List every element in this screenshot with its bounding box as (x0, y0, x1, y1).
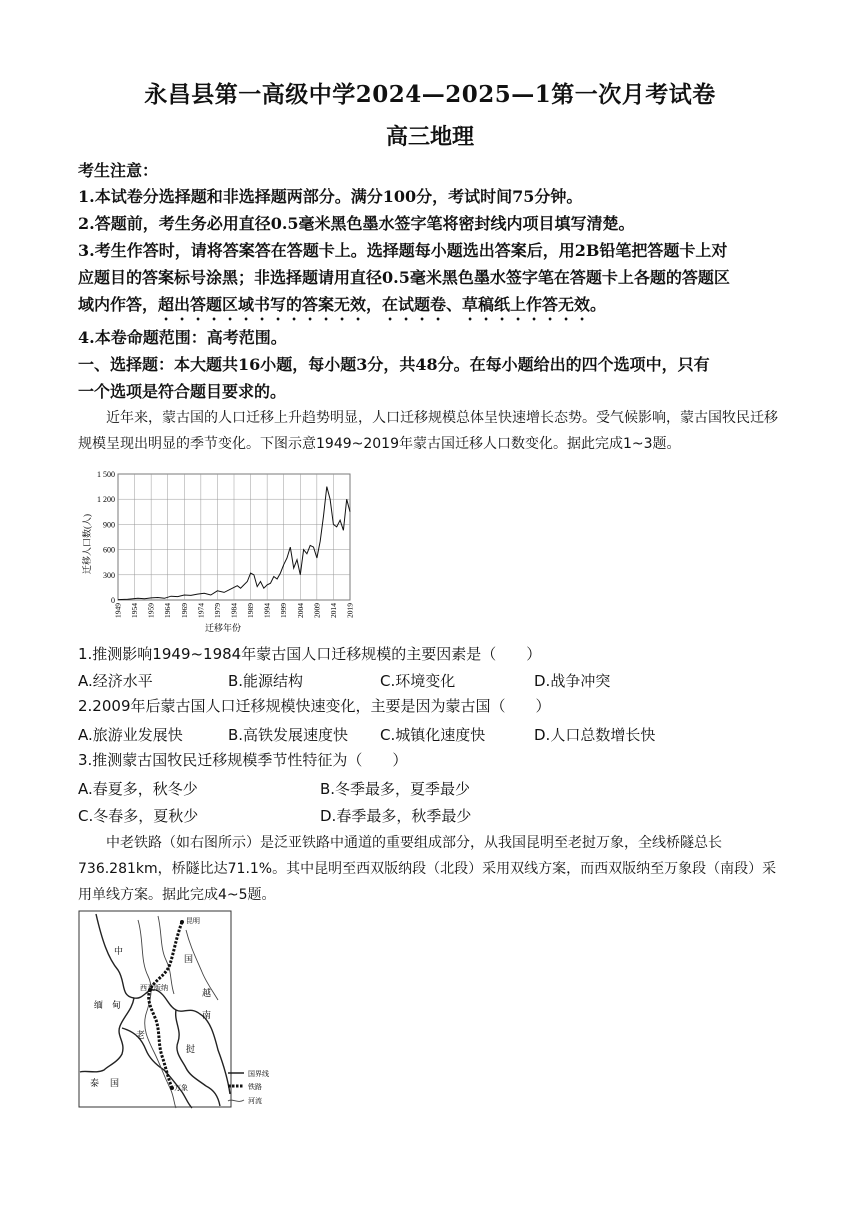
q3-option-c: C.冬春多，夏秋少 (78, 807, 199, 825)
notice-heading: 考生注意： (78, 161, 159, 180)
q2-option-c: C.城镇化速度快 (380, 726, 486, 744)
chart-y-label: 迁移人口数(人) (82, 514, 92, 574)
chart-x-tick-label: 2014 (328, 603, 338, 618)
legend-railway-label: 铁路 (248, 1083, 262, 1091)
chart-y-tick-label: 300 (103, 570, 115, 580)
section-1-line-2: 一个选项是符合题目要求的。 (78, 382, 287, 401)
passage-1: 近年来，蒙古国的人口迁移上升趋势明显，人口迁移规模总体呈快速增长态势。受气候影响，蒙古国牧民迁移规模呈现出明显的季节变化。下图示意1949~2019年蒙古国迁移人口数变化。据此完成1~3题。 (78, 410, 778, 452)
label-tai-guo: 国 (110, 1078, 120, 1088)
chart-x-tick-label: 1999 (279, 603, 289, 618)
label-lao: 老 (136, 1030, 146, 1040)
chart-y-tick-label: 900 (103, 520, 115, 530)
notice-emphasis: 超出答题区域书写的答案无效，在试题卷、草稿纸上作答无效。 (158, 295, 607, 314)
chart-y-ticks (97, 470, 115, 605)
chart-x-tick-label: 1959 (146, 603, 156, 618)
notice-item-1: 1.本试卷分选择题和非选择题两部分。满分100分，考试时间75分钟。 (78, 187, 583, 206)
chart-x-tick-label: 1994 (262, 603, 272, 618)
label-nan: 南 (202, 1010, 212, 1020)
migration-chart (78, 462, 363, 637)
q3-option-a: A.春夏多，秋冬少 (78, 780, 198, 798)
kunming-marker (180, 920, 184, 924)
q1-option-a: A.经济水平 (78, 672, 153, 690)
notice-item-4: 4.本卷命题范围：高考范围。 (78, 328, 287, 347)
q1-option-b: B.能源结构 (228, 672, 304, 690)
chart-x-ticks (114, 603, 355, 618)
chart-x-tick-label: 1989 (246, 603, 256, 618)
q2-option-b: B.高铁发展速度快 (228, 726, 349, 744)
notice-item-3-line-3a: 域内作答， (78, 295, 159, 314)
label-xishuangbanna: 西双版纳 (140, 984, 168, 992)
notice-item-3-line-3 (78, 292, 788, 324)
chart-x-tick-label: 2004 (295, 603, 305, 618)
chart-y-tick-label: 0 (111, 596, 115, 605)
chart-x-tick-label: 2009 (312, 603, 322, 618)
q3-option-d: D.春季最多，秋季最少 (320, 807, 472, 825)
chart-grid (118, 474, 350, 600)
legend-river-label: 河流 (248, 1097, 262, 1105)
chart-x-tick-label: 1954 (130, 603, 140, 618)
q1-stem: 1.推测影响1949~1984年蒙古国人口迁移规模的主要因素是（ ） (78, 645, 542, 663)
q3-option-b: B.冬季最多，夏季最少 (320, 780, 471, 798)
chart-y-tick-label: 1 200 (97, 495, 115, 505)
chart-x-tick-label: 1984 (229, 603, 239, 618)
label-wo: 挝 (186, 1044, 196, 1054)
label-vientiane: 万象 (174, 1084, 188, 1092)
notice-item-3-line-2: 应题目的答案标号涂黑；非选择题请用直径0.5毫米黑色墨水签字笔在答题卡上各题的答题区 (78, 268, 730, 287)
label-dian: 甸 (112, 1000, 122, 1010)
q1-option-d: D.战争冲突 (534, 672, 611, 690)
chart-y-tick-label: 600 (103, 545, 115, 555)
chart-x-tick-label: 2019 (345, 603, 355, 618)
chart-x-tick-label: 1964 (163, 603, 173, 618)
chart-x-tick-label: 1979 (212, 603, 222, 618)
passage-2: 中老铁路（如右图所示）是泛亚铁路中通道的重要组成部分，从我国昆明至老挝万象，全线桥隧总长736.281km，桥隧比达71.1%。其中昆明至西双版纳段（北段）采用双线方案，而西双版纳至万象段（南段）采用单线方案。据此完成4~5题。 (78, 835, 777, 903)
label-mian: 缅 (94, 1000, 104, 1010)
chart-y-tick-label: 1 500 (97, 470, 115, 479)
chart-x-tick-label: 1969 (179, 603, 189, 618)
label-tai: 泰 (90, 1078, 100, 1088)
label-kunming: 昆明 (186, 917, 200, 925)
notice-item-2: 2.答题前，考生务必用直径0.5毫米黑色墨水签字笔将密封线内项目填写清楚。 (78, 214, 635, 233)
q3-stem: 3.推测蒙古国牧民迁移规模季节性特征为（ ） (78, 751, 408, 769)
q2-option-a: A.旅游业发展快 (78, 726, 183, 744)
label-yue: 越 (202, 988, 212, 998)
label-zhong: 中 (114, 946, 124, 956)
notice-item-3-line-1: 3.考生作答时，请将答案答在答题卡上。选择题每小题选出答案后，用2B铅笔把答题卡上对 (78, 241, 728, 260)
exam-subtitle: 高三地理 (385, 124, 474, 150)
label-guo: 国 (184, 954, 194, 964)
chart-x-label: 迁移年份 (204, 623, 242, 633)
exam-title: 永昌县第一高级中学2024—2025—1第一次月考试卷 (144, 81, 716, 108)
q2-stem: 2.2009年后蒙古国人口迁移规模快速变化，主要是因为蒙古国（ ） (78, 697, 551, 715)
legend-border-label: 国界线 (248, 1070, 269, 1078)
section-1-line-1: 一、选择题：本大题共16小题，每小题3分，共48分。在每小题给出的四个选项中，只有 (78, 355, 710, 374)
q2-option-d: D.人口总数增长快 (534, 726, 656, 744)
map-legend (228, 1069, 269, 1105)
chart-x-tick-label: 1974 (196, 603, 206, 618)
china-laos-railway-map (78, 910, 278, 1110)
q1-option-c: C.环境变化 (380, 672, 456, 690)
chart-x-tick-label: 1949 (113, 603, 123, 618)
